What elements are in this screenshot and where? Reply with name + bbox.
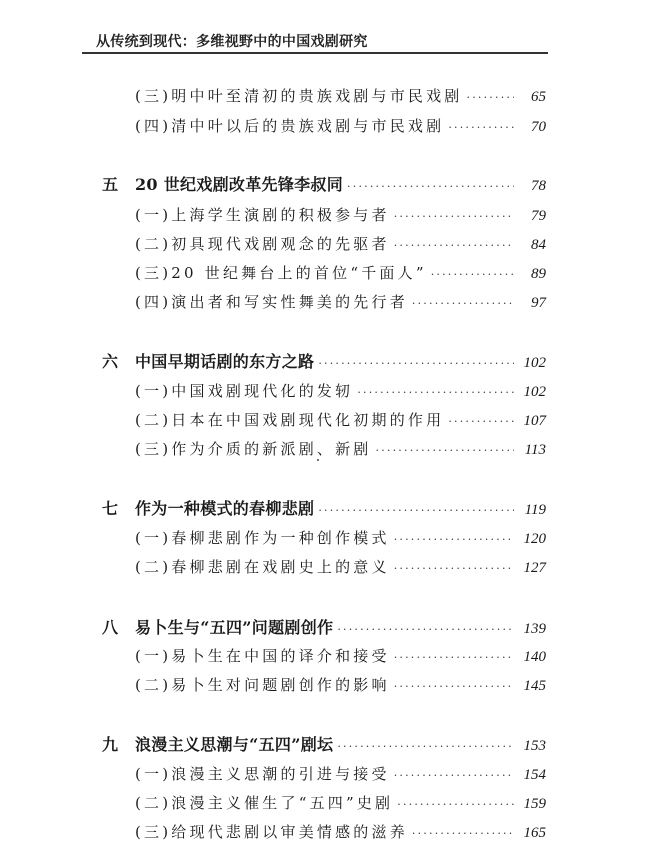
section-title: (三)作为介质的新派剧、新剧 <box>135 440 372 458</box>
section-title: (三)给现代悲剧以审美情感的滋养 <box>135 823 408 841</box>
page-number: 120 <box>523 531 546 547</box>
toc-section-row[interactable] <box>0 291 650 313</box>
toc-section-row[interactable] <box>0 821 650 843</box>
dot-leader <box>394 206 514 228</box>
section-title: (四)演出者和写实性舞美的先行者 <box>135 293 408 311</box>
section-title: (二)初具现代戏剧观念的先驱者 <box>135 235 390 253</box>
toc-entry <box>135 115 546 139</box>
page-number: 153 <box>523 738 546 754</box>
page-number: 89 <box>531 266 546 282</box>
chapter-number: 六 <box>102 352 119 371</box>
page-number: 140 <box>523 649 546 665</box>
toc-entry <box>135 617 546 641</box>
page-number: 102 <box>523 384 546 400</box>
chapter-number: 七 <box>102 499 119 518</box>
dot-leader <box>397 794 514 816</box>
toc-section-row[interactable] <box>0 409 650 431</box>
dot-leader <box>318 500 514 522</box>
dot-leader <box>394 529 514 551</box>
toc-entry <box>135 409 546 433</box>
toc-section-row[interactable] <box>0 85 650 107</box>
chapter-title: 浪漫主义思潮与“五四”剧坛 <box>135 735 334 754</box>
page-number: 70 <box>531 119 546 135</box>
toc-entry <box>135 233 546 257</box>
section-title: (四)清中叶以后的贵族戏剧与市民戏剧 <box>135 117 445 135</box>
dot-leader <box>394 558 514 580</box>
section-title: (三)明中叶至清初的贵族戏剧与市民戏剧 <box>135 87 463 105</box>
toc-entry <box>135 262 546 286</box>
toc-entry <box>135 498 546 522</box>
toc-chapter-row[interactable] <box>0 617 650 639</box>
page-number: 139 <box>523 621 546 637</box>
chapter-number: 九 <box>102 735 119 754</box>
dot-leader <box>412 293 514 315</box>
chapter-number: 五 <box>102 175 119 194</box>
section-title: (一)上海学生演剧的积极参与者 <box>135 206 390 224</box>
toc-entry <box>135 174 546 198</box>
section-title: (一)易卜生在中国的译介和接受 <box>135 647 390 665</box>
section-title: (二)春柳悲剧在戏剧史上的意义 <box>135 558 390 576</box>
toc-entry <box>135 85 546 109</box>
toc-section-row[interactable] <box>0 674 650 696</box>
page-number: 107 <box>523 413 546 429</box>
dot-leader <box>448 117 514 139</box>
page-number: 145 <box>523 678 546 694</box>
dot-leader <box>376 440 514 462</box>
section-title: (三)20 世纪舞台上的首位“千面人” <box>135 264 427 282</box>
toc-entry <box>135 556 546 580</box>
dot-leader <box>394 676 514 698</box>
section-title: (一)中国戏剧现代化的发轫 <box>135 382 354 400</box>
chapter-title: 易卜生与“五四”问题剧创作 <box>135 618 334 637</box>
dot-leader <box>337 736 514 758</box>
page-number: 65 <box>531 89 546 105</box>
page-number: 113 <box>524 442 546 458</box>
dot-leader <box>357 382 514 404</box>
dot-leader <box>337 619 514 641</box>
toc-entry <box>135 204 546 228</box>
section-title: (二)日本在中国戏剧现代化初期的作用 <box>135 411 445 429</box>
toc-section-row[interactable] <box>0 527 650 549</box>
toc-section-row[interactable] <box>0 262 650 284</box>
toc-section-row[interactable] <box>0 115 650 137</box>
page-number: 165 <box>523 825 546 841</box>
dot-leader <box>431 264 514 286</box>
chapter-title: 中国早期话剧的东方之路 <box>135 352 315 371</box>
toc-section-row[interactable] <box>0 792 650 814</box>
toc-entry <box>135 380 546 404</box>
section-title: (二)易卜生对问题剧创作的影响 <box>135 676 390 694</box>
toc-chapter-row[interactable] <box>0 351 650 373</box>
page-number: 159 <box>523 796 546 812</box>
toc-chapter-row[interactable] <box>0 174 650 196</box>
dot-leader <box>318 353 514 375</box>
toc-entry <box>135 291 546 315</box>
dot-leader <box>467 87 514 109</box>
toc-entry <box>135 674 546 698</box>
toc-entry <box>135 792 546 816</box>
page-number: 127 <box>523 560 546 576</box>
toc-section-row[interactable] <box>0 380 650 402</box>
page-number: 97 <box>531 295 546 311</box>
header-rule <box>82 52 548 54</box>
dot-leader <box>448 411 514 433</box>
print-artifact <box>317 459 319 461</box>
dot-leader <box>412 823 514 845</box>
page-number: 119 <box>524 502 546 518</box>
toc-section-row[interactable] <box>0 556 650 578</box>
section-title: (二)浪漫主义催生了“五四”史剧 <box>135 794 394 812</box>
chapter-number: 八 <box>102 618 119 637</box>
toc-entry <box>135 438 546 462</box>
toc-entry <box>135 763 546 787</box>
chapter-title: 20 世纪戏剧改革先锋李叔同 <box>135 175 344 194</box>
page-number: 79 <box>531 208 546 224</box>
dot-leader <box>347 176 514 198</box>
toc-entry <box>135 821 546 845</box>
toc-section-row[interactable] <box>0 763 650 785</box>
chapter-title: 作为一种模式的春柳悲剧 <box>135 499 315 518</box>
dot-leader <box>394 647 514 669</box>
running-header: 从传统到现代：多维视野中的中国戏剧研究 <box>96 34 368 50</box>
toc-chapter-row[interactable] <box>0 734 650 756</box>
toc-entry <box>135 645 546 669</box>
page-number: 84 <box>531 237 546 253</box>
toc-section-row[interactable] <box>0 204 650 226</box>
toc-entry <box>135 734 546 758</box>
page-number: 102 <box>523 355 546 371</box>
toc-entry <box>135 527 546 551</box>
section-title: (一)春柳悲剧作为一种创作模式 <box>135 529 390 547</box>
toc-entry <box>135 351 546 375</box>
toc-section-row[interactable] <box>0 645 650 667</box>
toc-section-row[interactable] <box>0 233 650 255</box>
toc-section-row[interactable] <box>0 438 650 460</box>
toc-chapter-row[interactable] <box>0 498 650 520</box>
page-number: 154 <box>523 767 546 783</box>
section-title: (一)浪漫主义思潮的引进与接受 <box>135 765 390 783</box>
dot-leader <box>394 235 514 257</box>
dot-leader <box>394 765 514 787</box>
page-number: 78 <box>531 178 546 194</box>
